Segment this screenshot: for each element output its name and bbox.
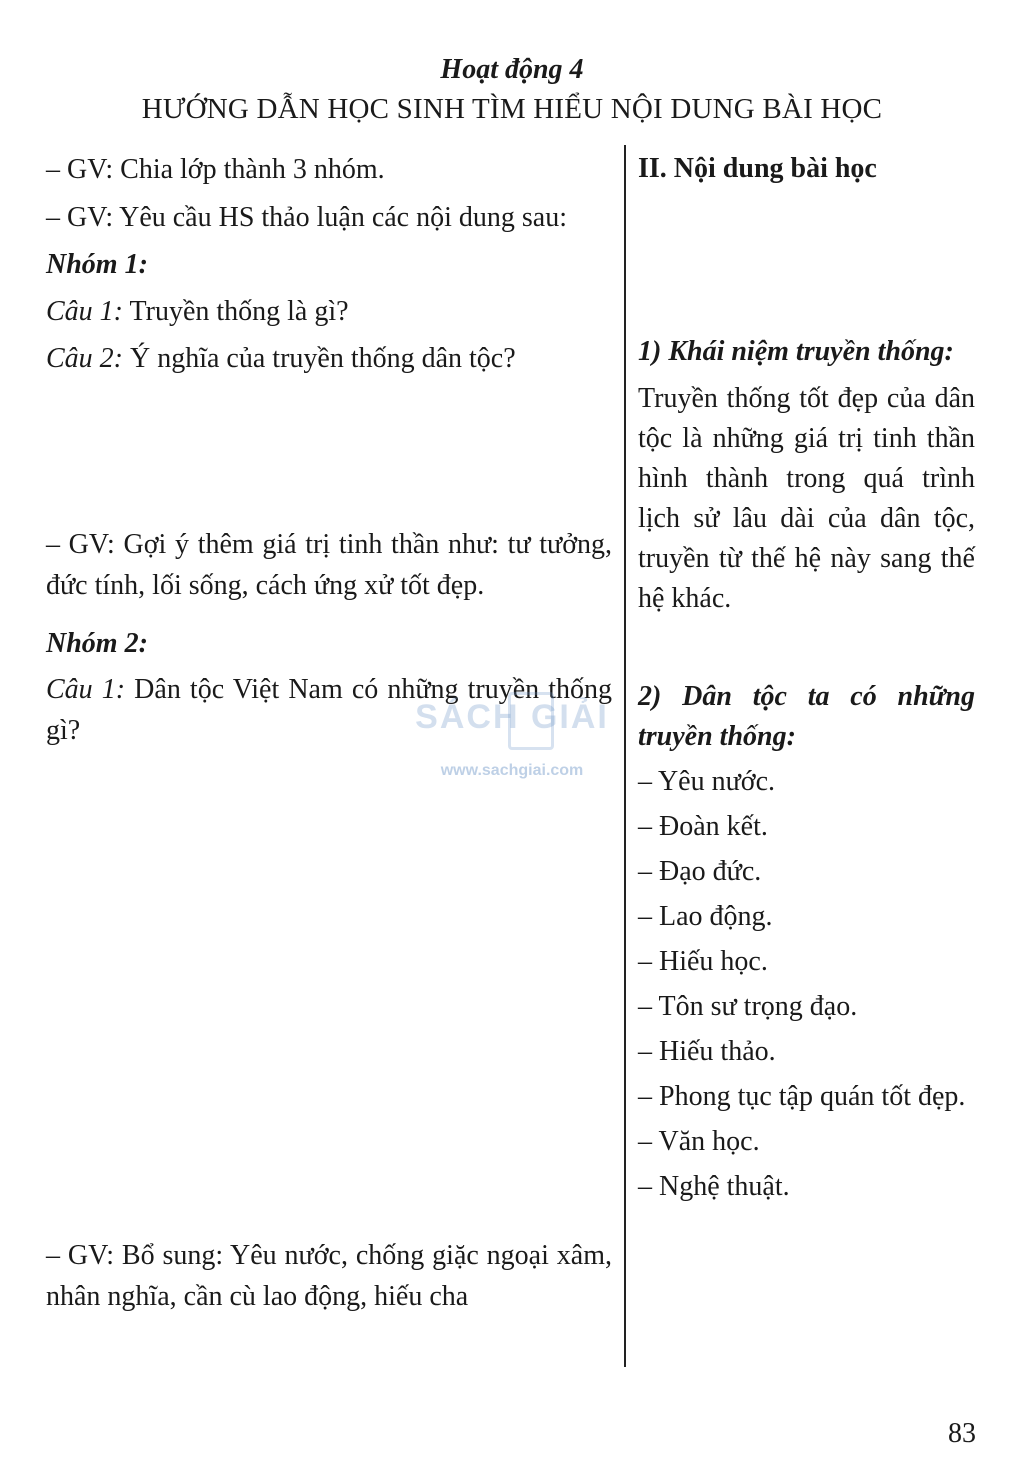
instruction-discuss: – GV: Yêu cầu HS thảo luận các nội dung sau: xyxy=(46,202,567,233)
subsection-2-heading: 2) Dân tộc ta có những truyền thống: xyxy=(638,681,975,752)
group-1-question-2 xyxy=(46,338,612,379)
activity-heading: Hoạt động 4 xyxy=(440,54,584,85)
lesson-content-column xyxy=(638,146,975,1212)
group-1-heading: Nhóm 1: xyxy=(46,249,148,280)
teacher-supplement: – GV: Bổ sung: Yêu nước, chống giặc ngoại xâm, nhân nghĩa, cần cù lao động, hiếu cha xyxy=(46,1240,612,1312)
question-text: Dân tộc Việt Nam có những truyền thống gì? xyxy=(46,674,613,746)
tradition-list xyxy=(638,762,975,1207)
list-item: – Đoàn kết. xyxy=(638,811,768,842)
list-item: – Lao động. xyxy=(638,901,773,932)
watermark-url: www.sachgiai.com xyxy=(440,762,584,779)
column-divider xyxy=(624,145,626,1367)
teacher-activity-column xyxy=(46,146,612,1317)
group-1-question-1 xyxy=(46,291,612,332)
list-item: – Đạo đức. xyxy=(638,856,762,887)
list-item: – Yêu nước. xyxy=(638,766,776,797)
list-item: – Tôn sư trọng đạo. xyxy=(638,991,858,1022)
tradition-definition: Truyền thống tốt đẹp của dân tộc là những giá trị tinh thần hình thành trong quá trình lịch sử lâu dài của dân tộc, truyền từ thế hệ này sang thế hệ khác. xyxy=(638,383,975,614)
question-label: Câu 1: xyxy=(46,674,126,705)
section-heading: II. Nội dung bài học xyxy=(638,153,877,184)
question-label: Câu 2: xyxy=(46,343,123,374)
instruction-split-groups: – GV: Chia lớp thành 3 nhóm. xyxy=(46,154,385,185)
question-text: Ý nghĩa của truyền thống dân tộc? xyxy=(123,343,516,374)
watermark-logo: SÁCH GIẢI xyxy=(415,698,609,736)
list-item: – Văn học. xyxy=(638,1126,760,1157)
question-label: Câu 1: xyxy=(46,296,123,327)
group-2-question-1 xyxy=(46,669,612,751)
page-number: 83 xyxy=(948,1418,976,1449)
subsection-1-heading: 1) Khái niệm truyền thống: xyxy=(638,336,954,367)
list-item: – Hiếu học. xyxy=(638,946,768,977)
group-2-heading: Nhóm 2: xyxy=(46,628,148,659)
question-text: Truyền thống là gì? xyxy=(123,296,349,327)
list-item: – Phong tục tập quán tốt đẹp. xyxy=(638,1081,966,1112)
teacher-hint: – GV: Gợi ý thêm giá trị tinh thần như: tư tưởng, đức tính, lối sống, cách ứng xử tốt đẹp. xyxy=(46,529,612,601)
page-title: HƯỚNG DẪN HỌC SINH TÌM HIỂU NỘI DUNG BÀI HỌC xyxy=(141,93,883,125)
list-item: – Nghệ thuật. xyxy=(638,1171,790,1202)
list-item: – Hiếu thảo. xyxy=(638,1036,776,1067)
